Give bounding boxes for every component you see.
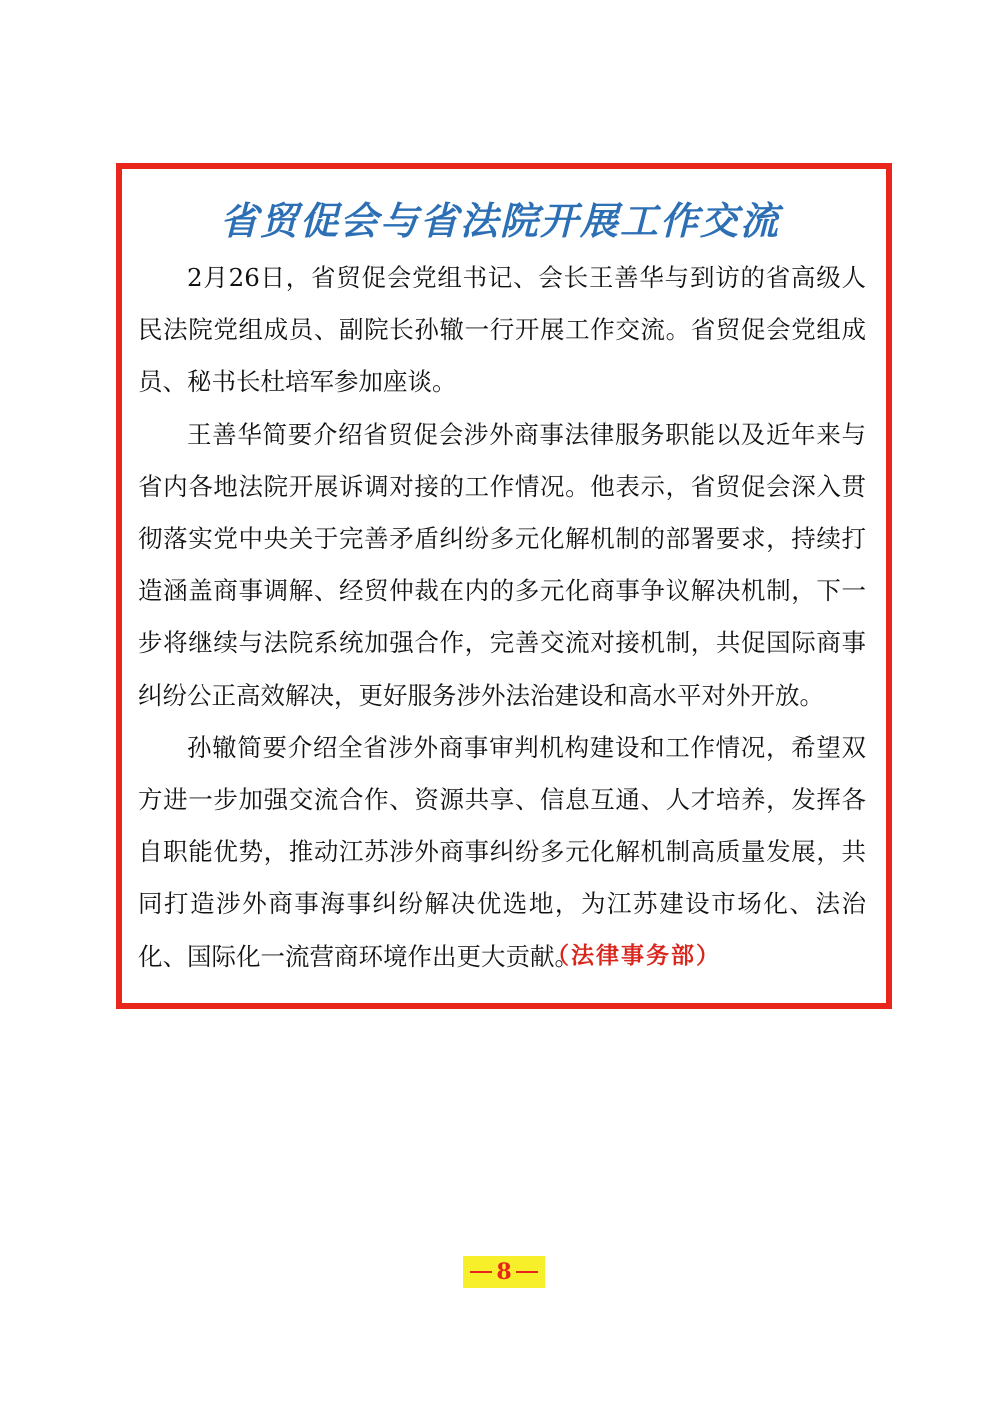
dash-left-icon [470,1271,492,1273]
dash-right-icon [516,1271,538,1273]
article-body [138,252,866,983]
page-number-badge [463,1256,545,1288]
article-paragraph-3: 孙辙简要介绍全省涉外商事审判机构建设和工作情况，希望双方进一步加强交流合作、资源共享、信息互通、人才培养，发挥各自职能优势，推动江苏涉外商事纠纷多元化解机制高质量发展，共同打造涉外商事海事纠纷解决优选地，为江苏建设市场化、法治化、国际化一流营商环境作出更大贡献。 [138,732,866,971]
article-title: 省贸促会与省法院开展工作交流 [219,198,780,243]
page-number: 8 [496,1259,512,1285]
article-paragraph-1: 2月26日，省贸促会党组书记、会长王善华与到访的省高级人民法院党组成员、副院长孙辙一行开展工作交流。省贸促会党组成员、秘书长杜培军参加座谈。 [138,263,866,397]
article-signature: （法律事务部） [546,942,721,969]
article-paragraph-2: 王善华简要介绍省贸促会涉外商事法律服务职能以及近年来与省内各地法院开展诉调对接的工作情况。他表示，省贸促会深入贯彻落实党中央关于完善矛盾纠纷多元化解机制的部署要求，持续打造涵盖商事调解、经贸仲裁在内的多元化商事争议解决机制，下一步将继续与法院系统加强合作，完善交流对接机制，共促国际商事纠纷公正高效解决，更好服务涉外法治建设和高水平对外开放。 [138,419,866,710]
